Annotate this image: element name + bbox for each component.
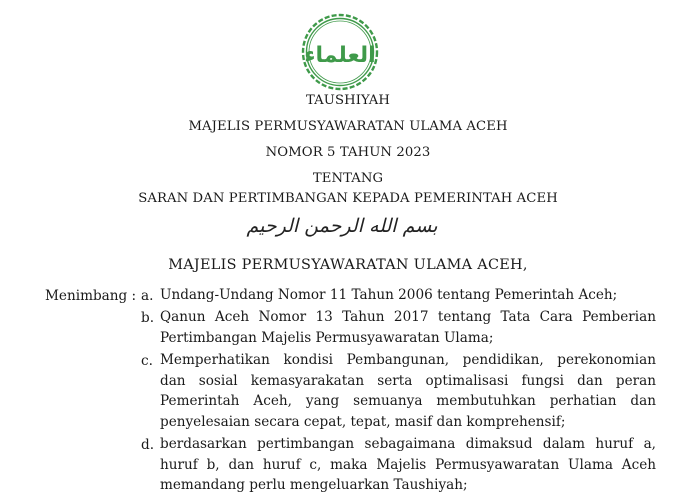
subject-line: SARAN DAN PERTIMBANGAN KEPADA PEMERINTAH ACEH: [138, 191, 558, 206]
considering-label: Menimbang :: [45, 288, 137, 304]
item-line: Qanun Aceh Nomor 13 Tahun 2017 tentang Tata Cara Pemberian: [160, 309, 656, 325]
item-line: Undang-Undang Nomor 11 Tahun 2006 tentang Pemerintah Aceh;: [160, 287, 618, 303]
item-d-text: [160, 434, 656, 496]
issuer-heading: MAJELIS PERMUSYAWARATAN ULAMA ACEH,: [168, 257, 528, 273]
ulama-logo-icon: [299, 11, 381, 93]
logo-calligraphy: العلماء: [304, 43, 376, 68]
item-c-letter: c.: [141, 353, 153, 369]
item-a-text: [160, 285, 656, 306]
document-type-label: TAUSHIYAH: [305, 93, 391, 108]
basmala-text: بسم الله الرحمن الرحيم: [246, 215, 438, 237]
issuer-line: MAJELIS PERMUSYAWARATAN ULAMA ACEH: [188, 119, 508, 134]
item-line: memandang perlu mengeluarkan Taushiyah;: [160, 477, 468, 493]
item-line: huruf b, dan huruf c, maka Majelis Permusyawaratan Ulama Aceh: [160, 456, 656, 473]
item-line: penyelesaian secara cepat, tepat, masif dan komprehensif;: [160, 413, 566, 430]
basmala-calligraphy-icon: [226, 206, 458, 242]
about-label: TENTANG: [312, 171, 384, 186]
item-d-letter: d.: [141, 437, 155, 453]
item-line: berdasarkan pertimbangan sebagaimana dimaksud dalam huruf a,: [160, 436, 656, 452]
item-b-letter: b.: [141, 310, 155, 326]
item-b-text: [160, 307, 656, 348]
item-line: Pemerintah Aceh, yang semuanya membutuhkan perhatian dan: [160, 393, 656, 409]
item-a-letter: a.: [141, 288, 154, 304]
item-line: Memperhatikan kondisi Pembangunan, pendidikan, perekonomian: [160, 352, 656, 368]
number-line: NOMOR 5 TAHUN 2023: [265, 145, 431, 160]
item-line: Pertimbangan Majelis Permusyawaratan Ulama;: [160, 329, 494, 346]
item-c-text: [160, 350, 656, 432]
item-line: dan sosial kemasyarakatan serta optimalisasi fungsi dan peran: [160, 372, 656, 389]
